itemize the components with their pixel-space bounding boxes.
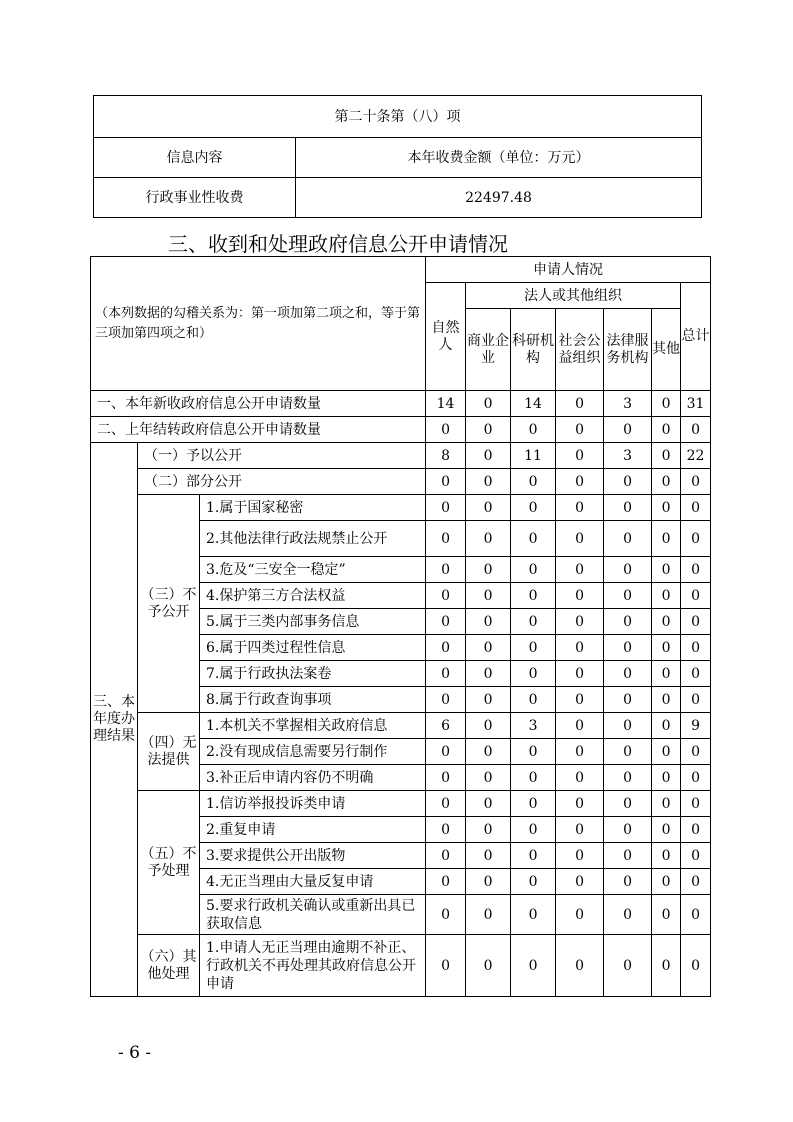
value-cell: 0 [604,661,652,687]
value-cell: 3 [511,713,556,739]
value-cell: 0 [652,443,681,469]
value-cell: 0 [466,687,511,713]
value-cell: 0 [426,521,466,557]
value-cell: 0 [511,417,556,443]
value-cell: 0 [652,661,681,687]
value-cell: 0 [466,739,511,765]
value-cell: 0 [426,869,466,895]
value-cell: 0 [681,609,711,635]
value-cell: 0 [426,609,466,635]
value-cell: 0 [556,687,604,713]
value-cell: 0 [426,557,466,583]
value-cell: 0 [681,469,711,495]
value-cell: 0 [466,817,511,843]
row-label: 8.属于行政查询事项 [200,687,426,713]
value-cell: 0 [604,521,652,557]
value-cell: 0 [556,583,604,609]
value-cell: 0 [652,417,681,443]
value-cell: 0 [511,635,556,661]
value-cell: 0 [604,609,652,635]
value-cell: 0 [681,869,711,895]
value-cell: 0 [652,557,681,583]
value-cell: 0 [511,521,556,557]
value-cell: 0 [556,843,604,869]
value-cell: 0 [681,935,711,997]
value-cell: 0 [652,391,681,417]
value-cell: 0 [556,739,604,765]
value-cell: 0 [681,791,711,817]
row-label: 1.属于国家秘密 [200,495,426,521]
no-open-group-label: （三）不予公开 [138,495,200,713]
value-cell: 0 [556,713,604,739]
value-cell: 0 [652,935,681,997]
value-cell: 0 [511,495,556,521]
value-cell: 0 [466,391,511,417]
value-cell: 0 [556,791,604,817]
row-label: 1.信访举报投诉类申请 [200,791,426,817]
value-cell: 0 [556,557,604,583]
applicant-header: 申请人情况 [426,257,711,283]
value-cell: 3 [604,443,652,469]
value-cell: 0 [426,583,466,609]
value-cell: 0 [681,843,711,869]
value-cell: 0 [652,765,681,791]
value-cell: 0 [652,609,681,635]
value-cell: 0 [426,791,466,817]
section-heading: 三、收到和处理政府信息公开申请情况 [168,232,508,256]
value-cell: 0 [466,635,511,661]
value-cell: 0 [556,521,604,557]
value-cell: 0 [426,469,466,495]
value-cell: 0 [426,417,466,443]
col-legal-service: 法律服务机构 [604,309,652,391]
row-label: 4.无正当理由大量反复申请 [200,869,426,895]
col-total: 总计 [681,283,711,391]
value-cell: 0 [426,687,466,713]
row-label: 4.保护第三方合法权益 [200,583,426,609]
fee-row-value: 22497.48 [296,178,702,218]
value-cell: 0 [604,469,652,495]
value-cell: 0 [681,661,711,687]
value-cell: 0 [511,583,556,609]
row-label-partial: （二）部分公开 [138,469,426,495]
value-cell: 0 [426,661,466,687]
fee-table-title: 第二十条第（八）项 [94,96,702,138]
row-label-open: （一）予以公开 [138,443,426,469]
value-cell: 0 [681,583,711,609]
value-cell: 0 [556,895,604,935]
row-label: 2.重复申请 [200,817,426,843]
value-cell: 0 [652,843,681,869]
value-cell: 0 [426,495,466,521]
value-cell: 0 [652,521,681,557]
value-cell: 0 [604,765,652,791]
value-cell: 0 [556,391,604,417]
value-cell: 0 [556,817,604,843]
value-cell: 0 [556,661,604,687]
value-cell: 0 [466,443,511,469]
value-cell: 0 [681,495,711,521]
value-cell: 22 [681,443,711,469]
value-cell: 0 [652,817,681,843]
value-cell: 0 [652,713,681,739]
value-cell: 11 [511,443,556,469]
value-cell: 0 [604,843,652,869]
unable-group-label: （四）无法提供 [138,713,200,791]
value-cell: 0 [466,843,511,869]
value-cell: 0 [466,609,511,635]
value-cell: 0 [466,713,511,739]
value-cell: 0 [426,935,466,997]
value-cell: 0 [466,583,511,609]
value-cell: 0 [426,817,466,843]
value-cell: 0 [652,469,681,495]
value-cell: 0 [511,469,556,495]
value-cell: 0 [556,495,604,521]
value-cell: 0 [604,895,652,935]
value-cell: 0 [681,739,711,765]
col-public-welfare: 社会公益组织 [556,309,604,391]
row-label: 2.没有现成信息需要另行制作 [200,739,426,765]
value-cell: 0 [604,687,652,713]
result-group-label: 三、本年度办理结果 [91,443,138,997]
row-label: 3.补正后申请内容仍不明确 [200,765,426,791]
value-cell: 0 [681,635,711,661]
value-cell: 0 [604,417,652,443]
value-cell: 0 [466,791,511,817]
value-cell: 31 [681,391,711,417]
value-cell: 0 [604,557,652,583]
value-cell: 0 [511,935,556,997]
value-cell: 3 [604,391,652,417]
value-cell: 0 [556,635,604,661]
value-cell: 0 [681,687,711,713]
value-cell: 0 [604,935,652,997]
value-cell: 0 [681,765,711,791]
value-cell: 0 [604,635,652,661]
value-cell: 0 [511,765,556,791]
row-label: 7.属于行政执法案卷 [200,661,426,687]
value-cell: 0 [681,417,711,443]
value-cell: 0 [604,791,652,817]
row-label: 1.本机关不掌握相关政府信息 [200,713,426,739]
value-cell: 8 [426,443,466,469]
col-commercial: 商业企业 [466,309,511,391]
row-label: 2.其他法律行政法规禁止公开 [200,521,426,557]
value-cell: 0 [511,869,556,895]
value-cell: 0 [652,869,681,895]
value-cell: 6 [426,713,466,739]
row-label: 5.要求行政机关确认或重新出具已获取信息 [200,895,426,935]
fee-table [93,95,702,218]
value-cell: 0 [681,521,711,557]
value-cell: 0 [652,495,681,521]
value-cell: 0 [511,791,556,817]
value-cell: 0 [466,495,511,521]
value-cell: 0 [681,817,711,843]
value-cell: 0 [511,661,556,687]
value-cell: 0 [556,869,604,895]
value-cell: 0 [652,583,681,609]
org-header: 法人或其他组织 [466,283,681,309]
value-cell: 0 [556,935,604,997]
value-cell: 0 [652,635,681,661]
fee-row-label: 行政事业性收费 [94,178,296,218]
value-cell: 0 [466,765,511,791]
value-cell: 0 [426,739,466,765]
value-cell: 0 [466,935,511,997]
value-cell: 14 [426,391,466,417]
value-cell: 0 [604,583,652,609]
row-label-carry: 二、上年结转政府信息公开申请数量 [91,417,426,443]
col-natural-person: 自然人 [426,283,466,391]
value-cell: 0 [652,791,681,817]
value-cell: 0 [426,895,466,935]
row-label: 6.属于四类过程性信息 [200,635,426,661]
value-cell: 0 [556,609,604,635]
value-cell: 9 [681,713,711,739]
value-cell: 0 [556,443,604,469]
value-cell: 0 [652,895,681,935]
col-research: 科研机构 [511,309,556,391]
fee-col2-header: 本年收费金额（单位：万元） [296,138,702,178]
value-cell: 0 [556,469,604,495]
value-cell: 0 [466,895,511,935]
value-cell: 0 [604,869,652,895]
value-cell: 0 [426,843,466,869]
value-cell: 0 [604,739,652,765]
application-table [90,256,711,997]
value-cell: 0 [511,739,556,765]
value-cell: 0 [604,495,652,521]
row-label-new: 一、本年新收政府信息公开申请数量 [91,391,426,417]
page-number: - 6 - [118,1043,152,1063]
value-cell: 0 [652,739,681,765]
value-cell: 0 [604,817,652,843]
value-cell: 0 [511,895,556,935]
other-group-label: （六）其他处理 [138,935,200,997]
value-cell: 0 [466,469,511,495]
value-cell: 0 [466,557,511,583]
row-label: 3.要求提供公开出版物 [200,843,426,869]
value-cell: 0 [511,843,556,869]
value-cell: 0 [511,687,556,713]
value-cell: 0 [466,417,511,443]
row-label: 1.申请人无正当理由逾期不补正、行政机关不再处理其政府信息公开申请 [200,935,426,997]
value-cell: 0 [511,557,556,583]
value-cell: 0 [511,817,556,843]
value-cell: 0 [466,869,511,895]
relation-note: （本列数据的勾稽关系为：第一项加第二项之和，等于第三项加第四项之和） [91,257,426,391]
fee-col1-header: 信息内容 [94,138,296,178]
value-cell: 14 [511,391,556,417]
value-cell: 0 [426,765,466,791]
value-cell: 0 [652,687,681,713]
value-cell: 0 [556,417,604,443]
value-cell: 0 [466,521,511,557]
value-cell: 0 [681,557,711,583]
no-process-group-label: （五）不予处理 [138,791,200,935]
value-cell: 0 [466,661,511,687]
value-cell: 0 [681,895,711,935]
col-other: 其他 [652,309,681,391]
value-cell: 0 [604,713,652,739]
value-cell: 0 [511,609,556,635]
row-label: 5.属于三类内部事务信息 [200,609,426,635]
value-cell: 0 [556,765,604,791]
row-label: 3.危及“三安全一稳定” [200,557,426,583]
value-cell: 0 [426,635,466,661]
